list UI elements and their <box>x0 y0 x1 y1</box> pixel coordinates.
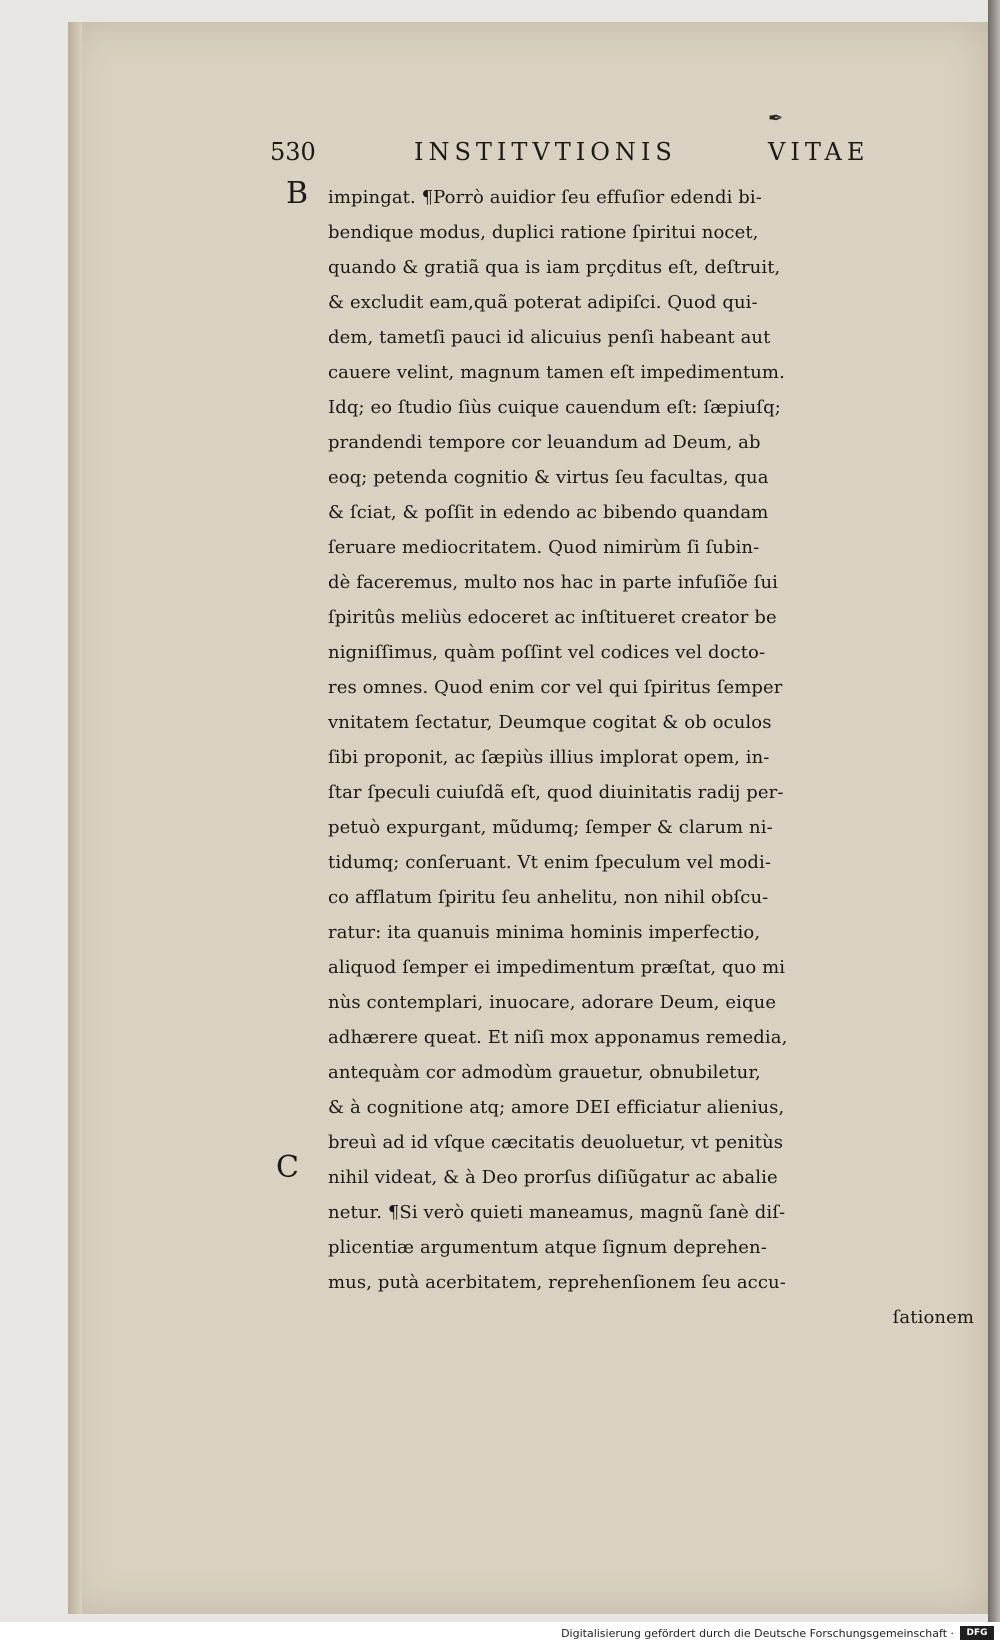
text-line: & ſciat, & poſſit in edendo ac bibendo quandam <box>328 502 769 523</box>
text-line: ſationem <box>892 1307 974 1328</box>
footer-bar <box>0 1622 1000 1644</box>
text-line: bendique modus, duplici ratione ſpiritui nocet, <box>328 222 759 243</box>
text-line: nihil videat, & à Deo prorſus diſiũgatur ac abalie <box>328 1167 778 1188</box>
text-line: breuì ad id vſque cæcitatis deuoluetur, vt penitùs <box>328 1132 784 1153</box>
running-title-left: INSTITVTIONIS <box>414 138 677 166</box>
text-line: & excludit eam,quã poterat adipiſci. Quod qui- <box>328 292 758 313</box>
page-gutter <box>68 22 82 1614</box>
text-line: quando & gratiã qua is iam prçditus eſt, deſtruit, <box>328 257 781 278</box>
text-line: res omnes. Quod enim cor vel qui ſpiritus ſemper <box>328 677 783 698</box>
text-line: nigniſſimus, quàm poſſint vel codices vel docto- <box>328 642 766 663</box>
text-line: eoq; petenda cognitio & virtus ſeu facultas, qua <box>328 467 769 488</box>
text-line: plicentiæ argumentum atque ſignum deprehen- <box>328 1237 767 1258</box>
dfg-logo: DFG <box>960 1626 994 1640</box>
text-line: ſpiritûs meliùs edoceret ac inſtitueret creator be <box>328 607 777 628</box>
text-line: ſibi proponit, ac ſæpiùs illius implorat opem, in- <box>328 747 770 768</box>
ornament-mark: ✒ <box>768 108 784 129</box>
text-line: vnitatem ſectatur, Deumque cogitat & ob oculos <box>328 712 772 733</box>
margin-letter-c: C <box>276 1150 299 1185</box>
text-line: cauere velint, magnum tamen eſt impedimentum. <box>328 362 785 383</box>
scan-edge <box>988 0 1000 1644</box>
text-line: dem, tametſi pauci id alicuius penſi habeant aut <box>328 327 771 348</box>
text-line: prandendi tempore cor leuandum ad Deum, ab <box>328 432 761 453</box>
text-line: ſtar ſpeculi cuiuſdã eſt, quod diuinitatis radij per- <box>328 782 784 803</box>
text-line: adhærere queat. Et niſi mox apponamus remedia, <box>328 1027 788 1048</box>
text-line: antequàm cor admodùm grauetur, obnubiletur, <box>328 1062 761 1083</box>
text-line: Idq; eo ſtudio ſiùs cuique cauendum eſt: ſæpiuſq; <box>328 397 781 418</box>
running-title-right: VITAE <box>768 138 870 166</box>
text-line: co afflatum ſpiritu ſeu anhelitu, non nihil obſcu- <box>328 887 769 908</box>
text-line: nùs contemplari, inuocare, adorare Deum, eique <box>328 992 777 1013</box>
text-line: ratur: ita quanuis minima hominis imperfectio, <box>328 922 761 943</box>
body-text <box>328 180 984 1335</box>
text-line: petuò expurgant, mũdumq; ſemper & clarum ni- <box>328 817 773 838</box>
text-line: ſeruare mediocritatem. Quod nimirùm ſi ſubin- <box>328 537 760 558</box>
text-line: impingat. ¶Porrò auidior ſeu effuſior edendi bi- <box>328 187 762 208</box>
text-line: & à cognitione atq; amore DEI efficiatur alienius, <box>328 1097 785 1118</box>
text-line: aliquod ſemper ei impedimentum præſtat, quo mi <box>328 957 786 978</box>
text-line: mus, putà acerbitatem, reprehenſionem ſeu accu- <box>328 1272 786 1293</box>
text-line: tidumq; conſeruant. Vt enim ſpeculum vel modi- <box>328 852 772 873</box>
text-line: netur. ¶Si verò quieti maneamus, magnũ ſanè diſ- <box>328 1202 786 1223</box>
footer-credit: Digitalisierung gefördert durch die Deutsche Forschungsgemeinschaft · <box>561 1627 954 1640</box>
running-header <box>270 138 990 178</box>
text-line: dè faceremus, multo nos hac in parte infuſiõe ſui <box>328 572 779 593</box>
margin-letter-b: B <box>286 176 309 211</box>
page-number: 530 <box>270 138 316 166</box>
